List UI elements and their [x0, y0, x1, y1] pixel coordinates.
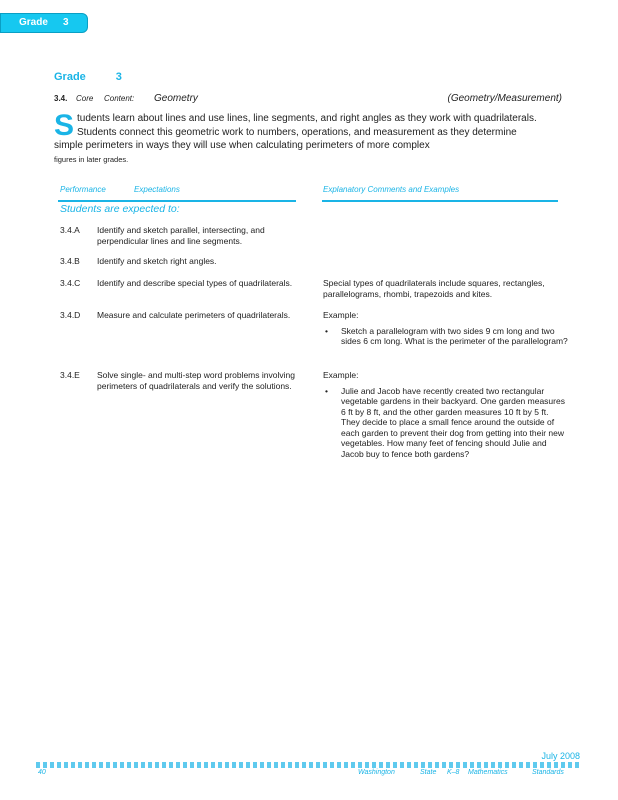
grade-heading-label: Grade	[54, 71, 86, 83]
item-number: 3.4.A	[60, 225, 80, 235]
item-number: 3.4.C	[60, 278, 81, 288]
tab-grade-label: Grade	[19, 17, 48, 28]
drop-cap: S	[54, 109, 75, 142]
item-text: Measure and calculate perimeters of quadrilaterals.	[97, 310, 291, 320]
intro-text-small: figures in later grades.	[54, 154, 129, 164]
bullet-text: Sketch a parallelogram with two sides 9 cm long and two sides 6 cm long. What is the perimeter of the parallelogram?	[341, 325, 568, 346]
core-label: Core	[76, 94, 94, 103]
tab-grade-number: 3	[63, 17, 69, 28]
comment-example-fencing	[323, 370, 568, 459]
content-label: Content:	[104, 94, 135, 103]
item-text: Identify and describe special types of quadrilaterals.	[97, 278, 293, 288]
footer-washington: Washington	[358, 769, 395, 776]
core-number: 3.4.	[54, 94, 68, 103]
footer-mathematics: Mathematics	[468, 769, 508, 776]
left-rule	[58, 200, 296, 202]
core-area: (Geometry/Measurement)	[447, 93, 562, 104]
performance-label: Performance	[60, 185, 106, 194]
core-title: Geometry	[154, 93, 198, 104]
footer-standards: Standards	[532, 769, 564, 776]
footer-state: State	[420, 769, 437, 776]
item-number: 3.4.B	[60, 256, 80, 266]
example-label: Example:	[323, 310, 359, 320]
grade-tab	[0, 13, 88, 33]
item-number: 3.4.E	[60, 370, 80, 380]
comment-quadrilaterals: Special types of quadrilaterals include squares, rectangles, parallelograms, rhombi, trapezoids and kites.	[323, 278, 545, 299]
example-label: Example:	[323, 370, 359, 380]
item-text: Identify and sketch right angles.	[97, 256, 217, 266]
item-text: Solve single- and multi-step word problems involving perimeters of quadrilaterals and verify the solutions.	[97, 370, 295, 391]
bullet-item	[323, 326, 568, 347]
bullet-icon: •	[325, 325, 328, 336]
expectations-label: Expectations	[134, 185, 180, 194]
page-number: 40	[38, 769, 46, 776]
footer-grades: K–8	[447, 769, 460, 776]
item-number: 3.4.D	[60, 310, 81, 320]
item-text: Identify and sketch parallel, intersecting, and perpendicular lines and line segments.	[97, 225, 265, 246]
grade-heading	[54, 71, 122, 83]
intro-paragraph	[54, 109, 546, 166]
bullet-icon: •	[325, 385, 328, 396]
explanatory-header: Explanatory Comments and Examples	[323, 185, 460, 194]
footer-dashed-rule	[36, 762, 580, 768]
right-rule	[322, 200, 558, 202]
grade-heading-number: 3	[115, 71, 122, 83]
comment-example-perimeter	[323, 310, 568, 347]
bullet-item	[323, 386, 568, 460]
footer-date: July 2008	[541, 751, 580, 761]
performance-header	[60, 185, 180, 194]
expected-heading: Students are expected to:	[60, 203, 180, 215]
intro-text: tudents learn about lines and use lines, line segments, and right angles as they work with quadrilaterals. Students connect this geometric work to numbers, operations, and measurement as they determine simple perimeters in ways they will use when calculating perimeters of more complex	[54, 113, 537, 151]
bullet-text: Julie and Jacob have recently created two rectangular vegetable gardens in their backyard. One garden measures 6 ft by 8 ft, and the other garden measures 10 ft by 5 ft. They decide to place a small fence around the outside of each garden to prevent their dog from getting into their new vegetables. How many feet of fencing should Julie and Jacob buy to fence both gardens?	[341, 385, 565, 459]
